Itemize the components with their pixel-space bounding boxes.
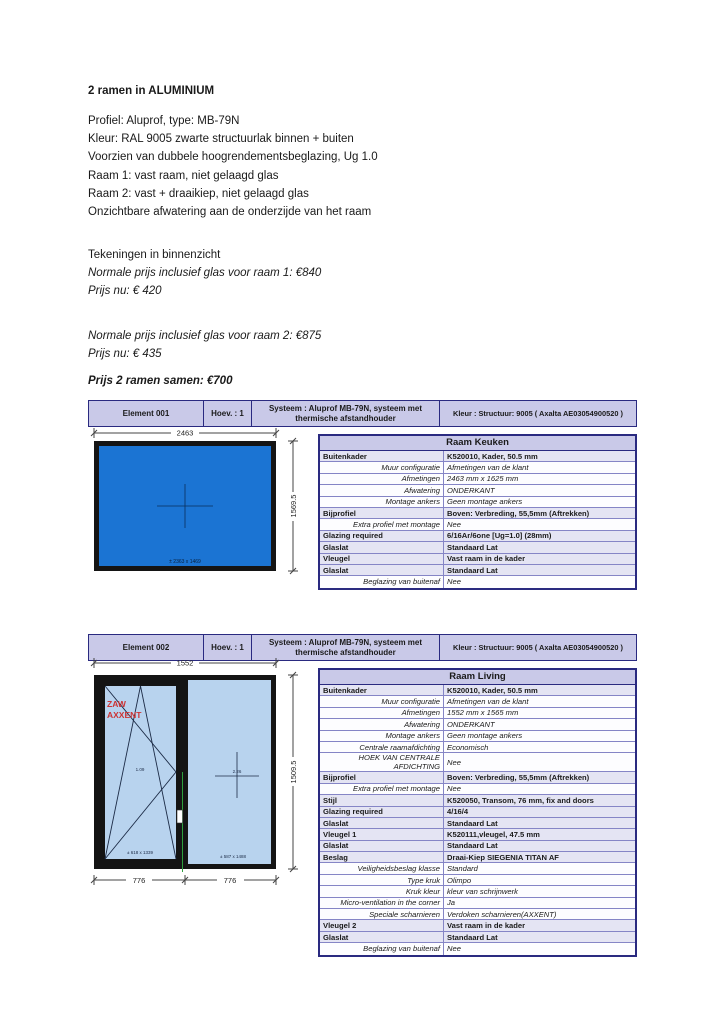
spec-row-label: Glaslat <box>320 932 444 942</box>
spec-row-label: Micro-ventilation in the corner <box>320 898 444 908</box>
spec-row-value: Boven: Verbreding, 55,5mm (Aftrekken) <box>447 773 590 783</box>
spec-row-value: Nee <box>447 944 461 954</box>
spec-row-label: Extra profiel met montage <box>320 519 444 529</box>
spec-row-label: Glaslat <box>320 542 444 552</box>
spec-row-label: Centrale raamafdichting <box>320 742 444 752</box>
spec-row <box>320 920 635 931</box>
spec-row <box>320 932 635 943</box>
spec-row-label: Bijprofiel <box>320 772 444 782</box>
spec-row <box>320 795 635 806</box>
spec-row-label: Beglazing van buitenaf <box>320 576 444 587</box>
spec-row-value: Standaard Lat <box>447 542 498 552</box>
spec-row-label: Glaslat <box>320 818 444 828</box>
spec-row <box>320 829 635 840</box>
spec-row-value: Nee <box>447 520 461 530</box>
element2-drawing <box>88 654 318 894</box>
element2-header-system: Systeem : Aluprof MB-79N, systeem met thermische afstandhouder <box>252 635 440 660</box>
element1-spec-rows <box>320 451 635 588</box>
spec-row-label: Veiligheidsbeslag klasse <box>320 863 444 873</box>
element1-header <box>88 400 637 427</box>
spec-row <box>320 742 635 753</box>
spec-row <box>320 784 635 795</box>
spec-row-value: ONDERKANT <box>447 485 495 495</box>
left-area-mark: 1.09 <box>135 767 145 772</box>
spec-line: Kleur: RAL 9005 zwarte structuurlak binnen + buiten <box>88 133 354 146</box>
spec-row-value: Standaard Lat <box>447 818 498 828</box>
spec-row-value: ONDERKANT <box>447 719 495 729</box>
element1-glass-size-label: ± 2363 x 1469 <box>169 559 201 565</box>
spec-row-value: 4/16/4 <box>447 807 469 817</box>
spec-row-value: Economisch <box>447 742 489 752</box>
spec-row <box>320 451 635 462</box>
bottom-dim-right-label: 776 <box>223 876 237 885</box>
sash-label-line1: ZAW <box>107 699 126 709</box>
spec-row <box>320 485 635 496</box>
element2-height-dim-label: 1509.5 <box>289 760 298 784</box>
price1-now: Prijs nu: € 420 <box>88 285 162 298</box>
element1-header-color: Kleur : Structuur: 9005 ( Axalta AE03054900520 ) <box>453 408 623 418</box>
spec-row-value: K520111,vleugel, 47.5 mm <box>447 829 540 839</box>
spec-row-label: Montage ankers <box>320 731 444 741</box>
spec-row <box>320 753 635 772</box>
window-handle-icon <box>177 810 183 823</box>
spec-row <box>320 685 635 696</box>
spec-row-value: Standaard Lat <box>447 565 498 575</box>
spec-row-label: Vleugel 1 <box>320 829 444 839</box>
element1-header-system: Systeem : Aluprof MB-79N, systeem met thermische afstandhouder <box>252 401 440 426</box>
spec-row <box>320 943 635 954</box>
spec-row-label: Extra profiel met montage <box>320 784 444 794</box>
spec-row-label: Glazing required <box>320 807 444 817</box>
spec-row-value: Vast raam in de kader <box>447 921 526 931</box>
element2-header-color: Kleur : Structuur: 9005 ( Axalta AE03054900520 ) <box>453 642 623 652</box>
spec-row-label: Afwatering <box>320 485 444 495</box>
element1-header-element: Element 001 <box>89 401 204 426</box>
price1-normal: Normale prijs inclusief glas voor raam 1: €840 <box>88 267 322 280</box>
spec-row <box>320 886 635 897</box>
right-glass-size-label: ± 587 x 1488 <box>220 854 246 859</box>
spec-row <box>320 807 635 818</box>
spec-row <box>320 696 635 707</box>
spec-row-value: Geen montage ankers <box>447 497 523 507</box>
spec-row <box>320 542 635 553</box>
spec-row-value: 1552 mm x 1565 mm <box>447 708 519 718</box>
spec-row-value: Geen montage ankers <box>447 731 523 741</box>
price-block-1 <box>88 246 628 301</box>
spec-row-value: Standaard Lat <box>447 932 498 942</box>
left-glass-size-label: ± 618 x 1339 <box>127 850 153 855</box>
spec-row-value: K520010, Kader, 50.5 mm <box>447 685 538 695</box>
spec-line: Raam 1: vast raam, niet gelaagd glas <box>88 169 279 182</box>
price2-normal: Normale prijs inclusief glas voor raam 2: €875 <box>88 330 322 342</box>
spec-row-value: Olimpo <box>447 875 472 885</box>
drawing-note: Tekeningen in binnenzicht <box>88 249 221 261</box>
spec-row <box>320 474 635 485</box>
spec-row-label: Stijl <box>320 795 444 805</box>
spec-row-label: Type kruk <box>320 875 444 885</box>
element2-header-element: Element 002 <box>89 635 204 660</box>
spec-row-value: Nee <box>447 577 461 587</box>
spec-row-value: Afmetingen van de klant <box>447 697 529 707</box>
spec-row <box>320 565 635 576</box>
total-price: Prijs 2 ramen samen: €700 <box>88 375 233 387</box>
page-title: 2 ramen in ALUMINIUM <box>88 85 215 97</box>
element2-width-dim-label: 1552 <box>176 658 194 668</box>
spec-row-value: 6/16Ar/6one [Ug=1.0] (28mm) <box>447 531 552 541</box>
spec-row-value: Afmetingen van de klant <box>447 463 529 473</box>
spec-row-value: Standard <box>447 864 478 874</box>
spec-row <box>320 708 635 719</box>
spec-row-label: Muur configuratie <box>320 696 444 706</box>
spec-row-label: Vleugel <box>320 554 444 564</box>
element2-right-glass-pane <box>188 680 271 864</box>
spec-row-label: Glaslat <box>320 565 444 575</box>
spec-row <box>320 863 635 874</box>
spec-line: Voorzien van dubbele hoogrendementsbeglazing, Ug 1.0 <box>88 151 378 164</box>
spec-row-label: Afmetingen <box>320 708 444 718</box>
element2-spec-rows <box>320 685 635 955</box>
spec-row-label: Kruk kleur <box>320 886 444 896</box>
element2-header-qty: Hoev. : 1 <box>204 635 252 660</box>
spec-row-value: Standaard Lat <box>447 841 498 851</box>
spec-row-value: Boven: Verbreding, 55,5mm (Aftrekken) <box>447 508 590 518</box>
element1-spec-table <box>318 434 637 590</box>
spec-row-label: Muur configuratie <box>320 462 444 472</box>
price-block-2 <box>88 327 628 363</box>
spec-row <box>320 554 635 565</box>
element1-spec-title: Raam Keuken <box>320 436 635 451</box>
element1-width-dim-label: 2463 <box>176 428 194 438</box>
spec-row-label: HOEK VAN CENTRALE AFDICHTING <box>320 753 444 771</box>
spec-row <box>320 497 635 508</box>
spec-row-label: Montage ankers <box>320 497 444 507</box>
spec-row-value: Nee <box>447 757 461 767</box>
spec-row-value: K520050, Transom, 76 mm, fix and doors <box>447 795 594 805</box>
spec-lines <box>88 112 628 221</box>
spec-row-label: Buitenkader <box>320 451 444 461</box>
spec-row-label: Glazing required <box>320 531 444 541</box>
spec-row-value: Draai-Kiep SIEGENIA TITAN AF <box>447 852 559 862</box>
spec-row-value: Vast raam in de kader <box>447 554 526 564</box>
element1-header-qty: Hoev. : 1 <box>204 401 252 426</box>
element1-height-dim-label: 1569.5 <box>289 494 298 518</box>
spec-line: Profiel: Aluprof, type: MB-79N <box>88 115 240 127</box>
spec-row-value: kleur van schrijnwerk <box>447 886 518 896</box>
spec-row-value: 2463 mm x 1625 mm <box>447 474 519 484</box>
spec-row <box>320 731 635 742</box>
element2-spec-table <box>318 668 637 957</box>
right-area-mark: 2.26 <box>232 769 242 774</box>
spec-row <box>320 576 635 587</box>
element2-spec-title: Raam Living <box>320 670 635 685</box>
spec-row <box>320 875 635 886</box>
sash-label-line2: AXXENT <box>107 710 142 720</box>
spec-row-label: Vleugel 2 <box>320 920 444 930</box>
spec-row-value: Verdoken scharnieren(AXXENT) <box>447 909 557 919</box>
spec-row <box>320 719 635 730</box>
spec-row <box>320 852 635 863</box>
spec-row-value: Ja <box>447 898 456 908</box>
spec-row-value: K520010, Kader, 50.5 mm <box>447 451 538 461</box>
spec-row <box>320 508 635 519</box>
spec-row-value: Nee <box>447 784 461 794</box>
price2-now: Prijs nu: € 435 <box>88 348 162 361</box>
spec-row-label: Afmetingen <box>320 474 444 484</box>
spec-line: Onzichtbare afwatering aan de onderzijde van het raam <box>88 206 372 219</box>
spec-row-label: Beglazing van buitenaf <box>320 943 444 954</box>
spec-row-label: Beslag <box>320 852 444 862</box>
spec-row-label: Glaslat <box>320 841 444 851</box>
bottom-dim-left-label: 776 <box>132 876 146 885</box>
spec-row-label: Speciale scharnieren <box>320 909 444 919</box>
spec-row <box>320 898 635 909</box>
spec-line: Raam 2: vast + draaikiep, niet gelaagd glas <box>88 187 309 200</box>
element1-drawing <box>88 424 318 586</box>
spec-row-label: Bijprofiel <box>320 508 444 518</box>
spec-row <box>320 909 635 920</box>
spec-row <box>320 818 635 829</box>
spec-row-label: Afwatering <box>320 719 444 729</box>
spec-row <box>320 841 635 852</box>
spec-row <box>320 519 635 530</box>
spec-row-label: Buitenkader <box>320 685 444 695</box>
spec-row <box>320 462 635 473</box>
element2-bottom-dimension-line <box>91 875 279 885</box>
spec-row <box>320 772 635 783</box>
spec-row <box>320 531 635 542</box>
